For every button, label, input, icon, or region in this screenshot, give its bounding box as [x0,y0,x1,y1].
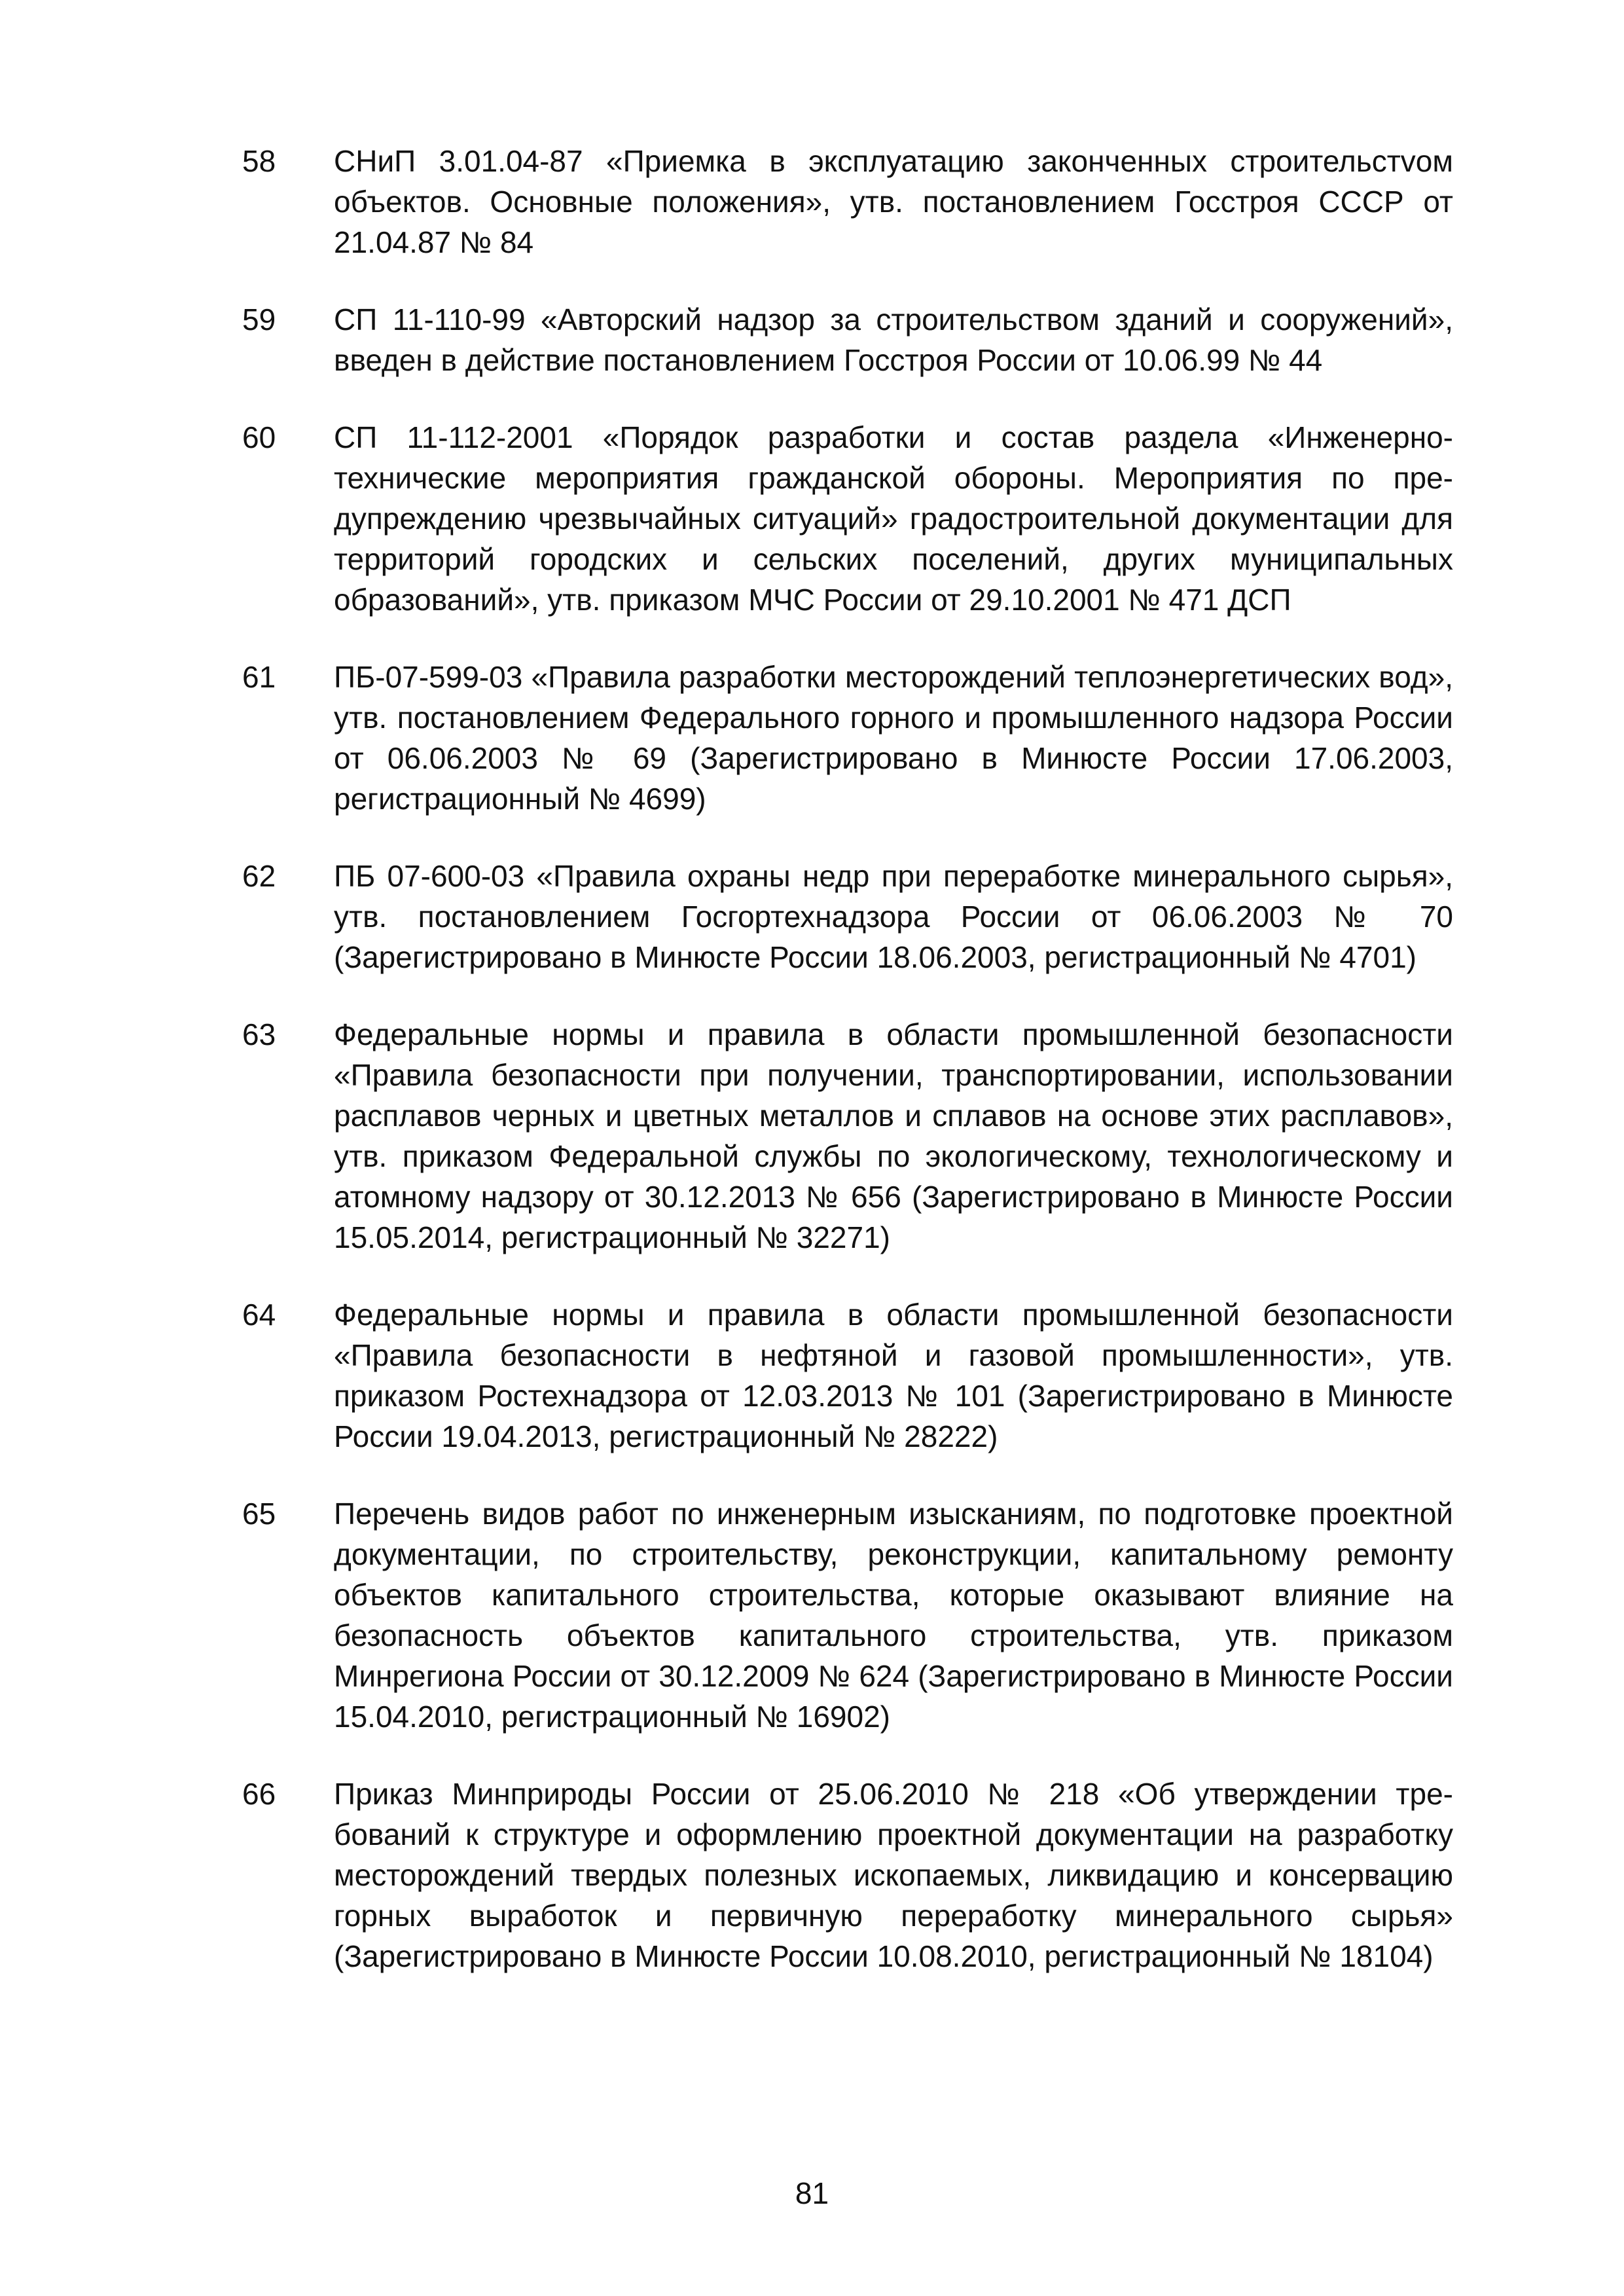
item-text: Федеральные нормы и правила в области промышленной безопасности «Правила безопасности в нефтяной и газовой промышленности», утв. приказом Ростехнадзора от 12.03.2013 № 101 (Зарегистрировано в Минюсте России 19.04.2013, регистрационный № 28222) [334,1298,1453,1453]
list-item [242,1493,1453,1737]
list-item [242,1774,1453,1977]
item-number: 58 [242,144,276,178]
item-number: 61 [242,660,276,694]
item-number: 66 [242,1777,276,1811]
item-number: 60 [242,420,276,454]
list-item [242,299,1453,380]
page-number: 81 [795,2176,829,2210]
item-text: ПБ 07-600-03 «Правила охраны недр при переработке минерального сырья», утв. постановлением Госгортехнадзора России от 06.06.2003 № 70 (Зарегистрировано в Минюсте России 18.06.2003, регистрационный № 4701) [334,859,1453,974]
list-item [242,417,1453,620]
list-item [242,1014,1453,1258]
item-number: 64 [242,1298,276,1332]
item-number: 59 [242,302,276,337]
item-number: 62 [242,859,276,893]
item-text: СП 11-112-2001 «Порядок разработки и состав раздела «Инженерно-технические мероприятия гражданской обороны. Мероприятия по предупреждению чрезвычайных ситуаций» градостроительной документации для территорий городских и сельских поселений, других муниципальных образований», утв. приказом МЧС России от 29.10.2001 № 471 ДСП [334,420,1453,617]
item-text: СНиП 3.01.04-87 «Приемка в эксплуатацию законченных строительстvом объектов. Основные положения», утв. постановлением Госстроя СССР от 21.04.87 № 84 [334,144,1453,259]
item-text: Приказ Минприроды России от 25.06.2010 № 218 «Об утверждении требований к структуре и оформлению проектной документации на разработку месторождений твердых полезных ископаемых, ликвидацию и консервацию горных выработок и первичную переработку минерального сырья» (Зарегистрировано в Минюсте России 10.08.2010, регистрационный № 18104) [334,1777,1453,1973]
list-item [242,856,1453,977]
list-item [242,1294,1453,1457]
item-text: СП 11-110-99 «Авторский надзор за строительством зданий и сооружений», введен в действие постановлением Госстроя России от 10.06.99 № 44 [334,302,1453,377]
list-item [242,141,1453,263]
item-text: ПБ-07-599-03 «Правила разработки месторождений теплоэнергетических вод», утв. постановлением Федерального горного и промышленного надзора России от 06.06.2003 № 69 (Зарегистрировано в Минюсте России 17.06.2003, регистрационный № 4699) [334,660,1453,816]
item-number: 65 [242,1497,276,1531]
item-number: 63 [242,1017,276,1051]
item-text: Перечень видов работ по инженерным изысканиям, по подготовке проектной документации, по строительству, реконструкции, капитальному ремонту объектов капитального строительства, которые оказывают влияние на безопасность объектов капитального строительства, утв. приказом Минрегиона России от 30.12.2009 № 624 (Зарегистрировано в Минюсте России 15.04.2010, регистрационный № 16902) [334,1497,1453,1734]
item-text: Федеральные нормы и правила в области промышленной безопасности «Правила безопасности при получении, транспортировании, использовании расплавов черных и цветных металлов и сплавов на основе этих расплавов», утв. приказом Федеральной службы по экологическому, технологическому и атомному надзору от 30.12.2013 № 656 (Зарегистрировано в Минюсте России 15.05.2014, регистрационный № 32271) [334,1017,1453,1254]
reference-list [242,141,1453,2013]
list-item [242,657,1453,819]
